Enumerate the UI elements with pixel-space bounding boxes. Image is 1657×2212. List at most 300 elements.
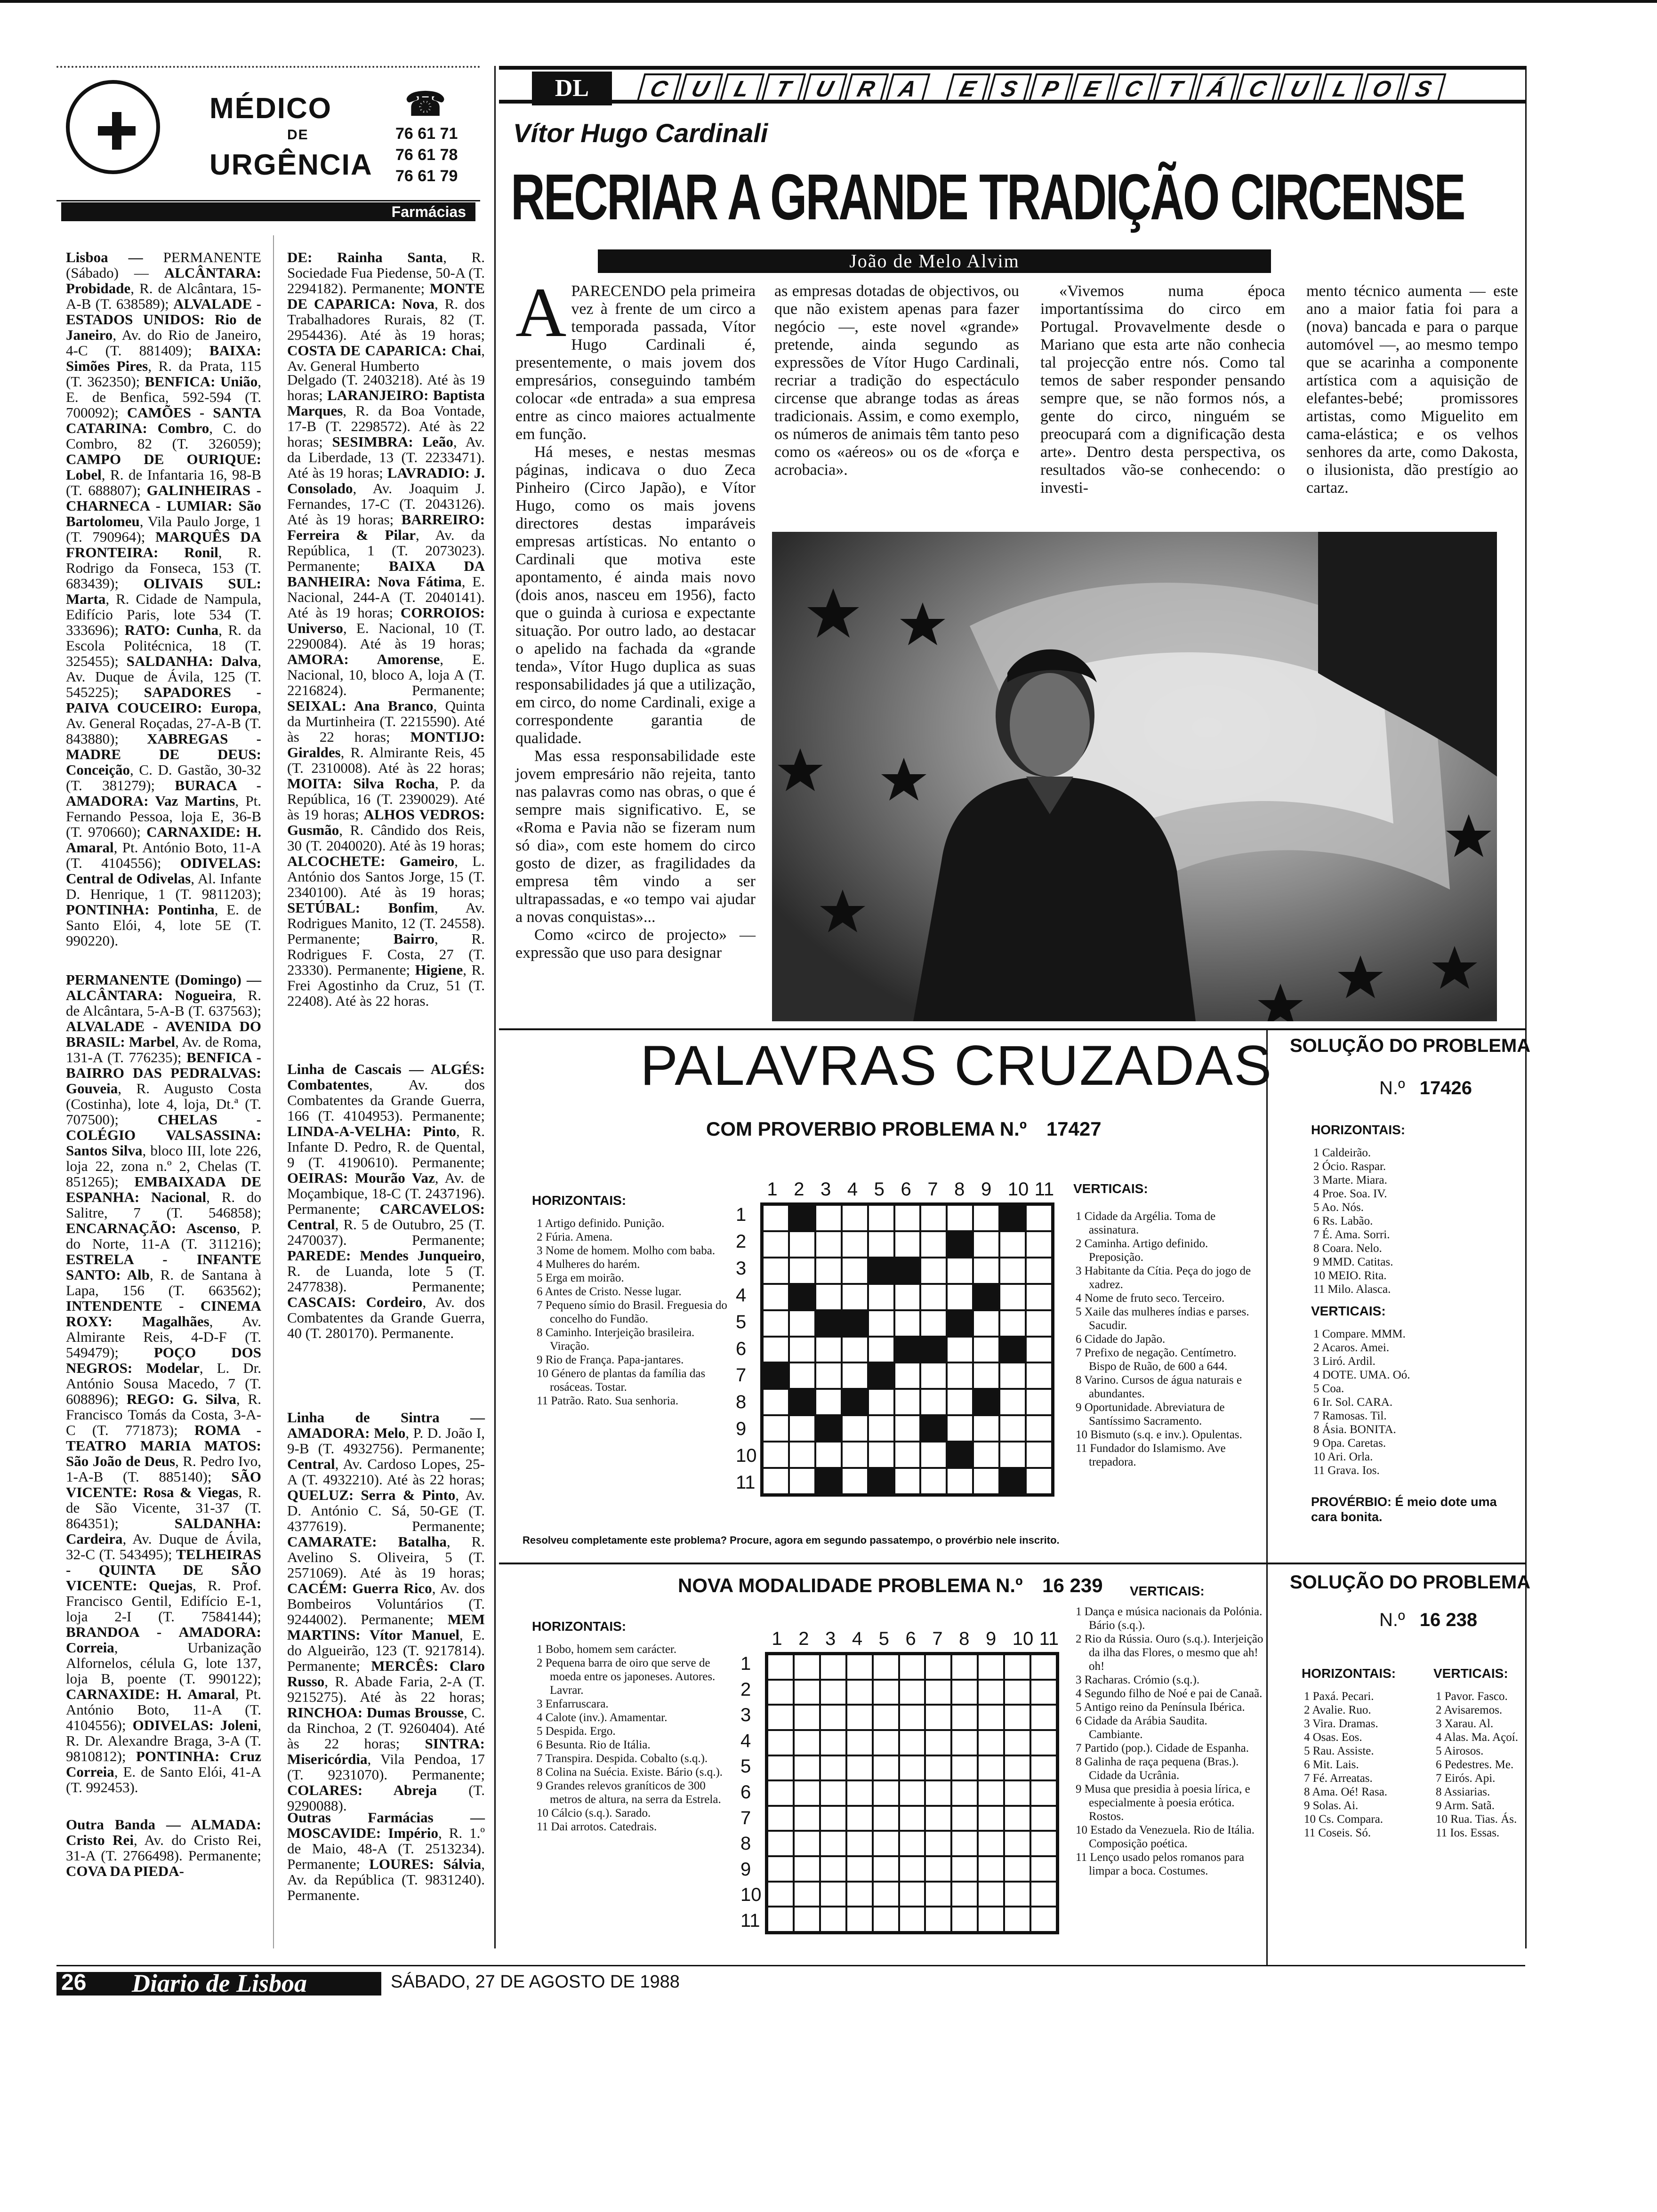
grid-cell[interactable] [763,1205,789,1231]
grid-cell[interactable] [999,1231,1026,1258]
grid-cell[interactable] [794,1755,820,1781]
grid-cell[interactable] [951,1755,978,1781]
phone-1: 76 61 71 [395,125,458,143]
grid-cell[interactable] [978,1831,1004,1856]
grid-cell[interactable] [873,1780,899,1806]
grid-cell[interactable] [820,1755,846,1781]
grid-cell[interactable] [951,1806,978,1831]
clue-item: 7 Ramosas. Til. [1313,1410,1387,1422]
grid-cell[interactable] [920,1205,947,1231]
grid-cell[interactable] [815,1389,842,1415]
grid-cell[interactable] [920,1284,947,1310]
grid-cell [947,1231,973,1258]
clue-item: 8 Caminho. Interjeição brasileira. Viração. [537,1326,695,1353]
grid-cell[interactable] [1026,1442,1052,1468]
grid-cell[interactable] [846,1730,873,1755]
crossword1-grid[interactable] [760,1202,1054,1497]
grid-cell[interactable] [789,1415,815,1442]
grid-cell[interactable] [951,1654,978,1680]
clue-item: 3 Enfarruscara. [537,1698,609,1710]
grid-cell[interactable] [920,1468,947,1494]
grid-cell[interactable] [999,1258,1026,1284]
grid-cell [815,1415,842,1442]
grid-cell[interactable] [767,1831,794,1856]
clue-item: 1 Dança e música nacionais da Polónia. Bário (s.q.). [1076,1605,1263,1632]
clue-item: 5 Despida. Ergo. [537,1725,616,1738]
grid-cell [868,1468,894,1494]
grid-cell[interactable] [1004,1907,1030,1932]
grid-cell[interactable] [973,1310,999,1337]
clue-item: 3 Habitante da Cítia. Peça do jogo de xadrez. [1076,1265,1251,1291]
grid-cell[interactable] [894,1442,921,1468]
clue-item: 9 Arm. Satã. [1436,1799,1495,1812]
clue-item: 3 Racharas. Crómio (s.q.). [1076,1674,1200,1686]
grid-cell[interactable] [846,1882,873,1907]
grid-cell[interactable] [763,1468,789,1494]
grid-cell[interactable] [789,1231,815,1258]
grid-cell[interactable] [899,1730,925,1755]
clue-item: 1 Artigo definido. Punição. [537,1217,665,1230]
clue-item: 6 Besunta. Rio de Itália. [537,1739,651,1751]
clue-item: 10 Cálcio (s.q.). Sarado. [537,1807,651,1819]
grid-cell[interactable] [1026,1389,1052,1415]
clue-item: 9 Oportunidade. Abreviatura de Santíssimo Sacramento. [1076,1401,1225,1427]
grid-cell[interactable] [947,1337,973,1363]
grid-cell[interactable] [951,1780,978,1806]
band-letter: T [760,73,806,104]
grid-cell[interactable] [951,1831,978,1856]
grid-cell[interactable] [846,1780,873,1806]
grid-cell[interactable] [794,1705,820,1730]
grid-cell[interactable] [899,1831,925,1856]
grid-cell[interactable] [789,1442,815,1468]
clue-item: 2 Rio da Rússia. Ouro (s.q.). Interjeição da ilha das Flores, o mesmo que ah! oh! [1076,1633,1263,1673]
grid-cell[interactable] [789,1468,815,1494]
grid-cell[interactable] [820,1705,846,1730]
grid-cell[interactable] [767,1780,794,1806]
grid-cell[interactable] [925,1907,951,1932]
grid-cell[interactable] [978,1730,1004,1755]
grid-cell[interactable] [1030,1907,1057,1932]
grid-cell[interactable] [846,1654,873,1680]
grid-cell[interactable] [947,1258,973,1284]
grid-cell[interactable] [763,1231,789,1258]
clue-item: 7 Partido (pop.). Cidade de Espanha. [1076,1742,1249,1755]
grid-cell[interactable] [1026,1205,1052,1231]
grid-cell[interactable] [1026,1468,1052,1494]
grid-cell[interactable] [794,1654,820,1680]
grid-cell[interactable] [899,1856,925,1882]
grid-cell[interactable] [947,1389,973,1415]
grid-cell[interactable] [846,1755,873,1781]
grid-cell[interactable] [873,1882,899,1907]
grid-cell[interactable] [873,1705,899,1730]
grid-cell[interactable] [767,1654,794,1680]
grid-cell[interactable] [999,1415,1026,1442]
grid-cell[interactable] [873,1654,899,1680]
solution2-number: 16 238 [1419,1610,1478,1630]
grid-cell[interactable] [873,1856,899,1882]
grid-cell[interactable] [873,1907,899,1932]
band-letter: Á [1193,73,1239,104]
grid-cell [815,1468,842,1494]
grid-cell[interactable] [973,1442,999,1468]
grid-cell[interactable] [1030,1680,1057,1705]
band-letter: E [1069,73,1115,104]
grid-cell[interactable] [868,1337,894,1363]
grid-cell[interactable] [846,1806,873,1831]
grid-cell[interactable] [842,1258,868,1284]
grid-cell[interactable] [894,1205,921,1231]
grid-col-number: 2 [794,1179,804,1200]
crossword-mid-rule [499,1563,1525,1564]
grid-cell[interactable] [794,1680,820,1705]
grid-cell[interactable] [842,1362,868,1389]
grid-cell[interactable] [925,1730,951,1755]
grid-cell[interactable] [973,1258,999,1284]
grid-cell[interactable] [899,1806,925,1831]
grid-cell[interactable] [925,1780,951,1806]
grid-cell[interactable] [978,1705,1004,1730]
grid-cell[interactable] [794,1831,820,1856]
clue-item: 10 Estado da Venezuela. Rio de Itália. Composição poética. [1076,1824,1255,1850]
grid-cell[interactable] [820,1831,846,1856]
grid-cell[interactable] [999,1389,1026,1415]
grid-cell[interactable] [899,1705,925,1730]
grid-cell[interactable] [1030,1654,1057,1680]
solution2-number-label: N.º [1379,1610,1405,1630]
grid-row-number: 6 [736,1338,747,1359]
farmacias-col2-mid: Delgado (T. 2403218). Até às 19 horas; LARANJEIRO: Baptista Marques, R. da Boa Vontade, 17-B (T. 2298572). Até às 22 horas; SESIMBRA: Leão, Av. da Liberdade, 13 (T. 2233471). Até às 19 horas; LAVRADIO: J. Consolado, Av. Joaquim J. Fernandes, 17-C (T. 2043126). Até às 19 horas; BARREIRO: Ferreira & Pilar, Av. da República, 1 (T. 2073023). Permanente; BAIXA DA BANHEIRA: Nova Fátima, E. Nacional, 244-A (T. 2040141). Até às 19 horas; CORROIOS: Universo, E. Nacional, 10 (T. 2290084). Até às 19 horas; AMORA: Amorense, E. Nacional, 10, bloco A, loja A (T. 2216824). Permanente; SEIXAL: Ana Branco, Quinta da Murtinheira (T. 2215590). Até às 22 horas; MONTIJO: Giraldes, R. Almirante Reis, 45 (T. 2310008). Até às 22 horas; MOITA: Silva Rocha, P. da República, 16 (T. 2390029). Até às 19 horas; ALHOS VEDROS: Gusmão, R. Cândido dos Reis, 30 (T. 2040020). Até às 19 horas; ALCOCHETE: Gameiro, L. António dos Santos Jorge, 15 (T. 2340100). Até às 19 horas; SETÚBAL: Bonfim, Av. Rodrigues Manito, 12 (T. 24558). Permanente; Bairro, R. Rodrigues F. Costa, 27 (T. 23330). Permanente; Higiene, R. Frei Agostinho da Cruz, 51 (T. 22408). Até às 22 horas. [287,371,485,1009]
grid-cell[interactable] [1004,1806,1030,1831]
grid-col-number: 4 [847,1179,858,1200]
clue-item: 10 Cs. Compara. [1304,1813,1384,1826]
grid-cell[interactable] [973,1205,999,1231]
grid-cell[interactable] [763,1415,789,1442]
grid-cell[interactable] [868,1442,894,1468]
grid-cell[interactable] [1030,1806,1057,1831]
crossword1-note: Resolveu completamente este problema? Procure, agora em segundo passatempo, o provérbio nele inscrito. [523,1534,1060,1546]
grid-cell[interactable] [868,1205,894,1231]
grid-cell[interactable] [820,1856,846,1882]
clue-item: 2 Avalie. Ruo. [1304,1704,1371,1716]
grid-cell[interactable] [846,1831,873,1856]
grid-cell[interactable] [973,1468,999,1494]
grid-cell[interactable] [925,1856,951,1882]
grid-cell[interactable] [767,1705,794,1730]
grid-cell[interactable] [1030,1882,1057,1907]
clue-item: 9 Grandes relevos graníticos de 300 metros de altura, na serra da Estrela. [537,1779,721,1806]
clue-item: 2 Ócio. Raspar. [1313,1160,1386,1173]
article-headline: RECRIAR A GRANDE TRADIÇÃO CIRCENSE [511,161,1464,233]
grid-cell[interactable] [999,1284,1026,1310]
grid-cell[interactable] [820,1654,846,1680]
grid-cell[interactable] [820,1680,846,1705]
grid-cell[interactable] [842,1284,868,1310]
grid-cell[interactable] [815,1205,842,1231]
grid-cell[interactable] [894,1389,921,1415]
clue-item: 5 Rau. Assiste. [1304,1745,1374,1757]
clue-item: 7 Fé. Arreatas. [1304,1772,1373,1785]
grid-cell[interactable] [842,1337,868,1363]
crossword-top-rule [499,1028,1525,1030]
grid-cell[interactable] [873,1730,899,1755]
grid-cell[interactable] [767,1755,794,1781]
grid-cell[interactable] [1026,1362,1052,1389]
grid-cell[interactable] [794,1856,820,1882]
grid-cell[interactable] [868,1310,894,1337]
grid-cell[interactable] [815,1231,842,1258]
crossword2-title-label: NOVA MODALIDADE PROBLEMA N.º [678,1574,1023,1596]
grid-cell[interactable] [925,1705,951,1730]
grid-cell[interactable] [1004,1856,1030,1882]
grid-cell[interactable] [920,1362,947,1389]
grid-cell[interactable] [794,1780,820,1806]
grid-cell[interactable] [846,1705,873,1730]
grid-cell[interactable] [1030,1780,1057,1806]
grid-cell[interactable] [1026,1310,1052,1337]
clue-item: 6 Cidade do Japão. [1076,1333,1166,1346]
grid-cell[interactable] [999,1442,1026,1468]
grid-cell[interactable] [978,1755,1004,1781]
clue-item: 6 Pedestres. Me. [1436,1758,1514,1771]
grid-cell[interactable] [951,1907,978,1932]
clue-item: 7 É. Ama. Sorri. [1313,1228,1390,1241]
grid-cell[interactable] [789,1362,815,1389]
grid-cell[interactable] [763,1337,789,1363]
grid-cell[interactable] [794,1882,820,1907]
grid-cell[interactable] [973,1337,999,1363]
grid-cell[interactable] [763,1389,789,1415]
grid-cell[interactable] [815,1258,842,1284]
grid-cell[interactable] [978,1680,1004,1705]
grid-cell[interactable] [1026,1231,1052,1258]
grid-cell[interactable] [820,1730,846,1755]
clue-item: 4 Nome de fruto seco. Terceiro. [1076,1292,1225,1305]
band-letter: T [1152,73,1198,104]
grid-cell[interactable] [794,1730,820,1755]
clue-item: 2 Caminha. Artigo definido. Preposição. [1076,1237,1208,1264]
clue-item: 5 Antigo reino da Península Ibérica. [1076,1701,1245,1714]
grid-cell[interactable] [973,1231,999,1258]
grid-cell[interactable] [920,1389,947,1415]
grid-cell[interactable] [846,1907,873,1932]
grid-row-number: 2 [740,1679,751,1700]
grid-row-number: 4 [740,1730,751,1751]
grid-cell[interactable] [767,1806,794,1831]
grid-cell[interactable] [868,1284,894,1310]
grid-cell[interactable] [951,1680,978,1705]
grid-cell[interactable] [763,1442,789,1468]
grid-cell[interactable] [973,1362,999,1389]
grid-cell[interactable] [899,1907,925,1932]
grid-cell[interactable] [1026,1337,1052,1363]
grid-cell[interactable] [920,1258,947,1284]
grid-cell[interactable] [846,1680,873,1705]
grid-cell[interactable] [1030,1856,1057,1882]
grid-cell[interactable] [920,1310,947,1337]
grid-cell[interactable] [947,1284,973,1310]
xw1-verticais-list [1076,1210,1262,1469]
grid-cell[interactable] [899,1680,925,1705]
grid-cell [842,1310,868,1337]
grid-cell[interactable] [842,1415,868,1442]
grid-cell[interactable] [978,1882,1004,1907]
grid-cell[interactable] [767,1856,794,1882]
grid-cell[interactable] [815,1284,842,1310]
grid-cell[interactable] [794,1907,820,1932]
clue-item: 11 Milo. Alasca. [1313,1283,1391,1296]
grid-cell[interactable] [1030,1730,1057,1755]
grid-cell[interactable] [815,1337,842,1363]
grid-cell[interactable] [920,1442,947,1468]
grid-cell[interactable] [999,1362,1026,1389]
grid-cell[interactable] [894,1231,921,1258]
grid-cell[interactable] [873,1831,899,1856]
grid-cell[interactable] [899,1755,925,1781]
grid-cell[interactable] [842,1442,868,1468]
grid-cell[interactable] [925,1806,951,1831]
grid-cell[interactable] [1004,1831,1030,1856]
grid-cell[interactable] [947,1205,973,1231]
clue-item: 5 Erga em moirão. [537,1272,624,1284]
article-col1-p2: Há meses, e nestas mesmas páginas, indicava o duo Zeca Pinheiro (Circo Japão), e Vítor Hugo, como os mais jovens directores destas imparáveis empresas artísticas. No entanto o Cardinali que motiva este apontamento, é ainda mais novo (dois anos, nasceu em 1956), facto que o guinda à curiosa e expectante situação. Por outro lado, ao destacar o apelido na fachada da «grande tenda», Vítor Hugo duplica as suas responsabilidades já que a utilização, em circo, do nome Cardinali, exige a correspondente garantia de qualidade. [515,443,756,747]
grid-cell[interactable] [763,1284,789,1310]
clue-item: 4 Proe. Soa. IV. [1313,1187,1387,1200]
grid-cell[interactable] [947,1415,973,1442]
crossword2-grid[interactable] [765,1652,1059,1934]
grid-cell[interactable] [951,1856,978,1882]
grid-cell[interactable] [978,1806,1004,1831]
grid-cell[interactable] [951,1705,978,1730]
grid-cell[interactable] [978,1856,1004,1882]
grid-cell[interactable] [815,1442,842,1468]
grid-cell[interactable] [1004,1654,1030,1680]
xw2-horizontais-label: HORIZONTAIS: [532,1619,627,1634]
grid-cell[interactable] [899,1882,925,1907]
grid-cell[interactable] [894,1284,921,1310]
grid-cell[interactable] [846,1856,873,1882]
grid-cell[interactable] [1030,1831,1057,1856]
solution1-number-label: N.º [1379,1078,1405,1098]
sol2-verticais-label: VERTICAIS: [1433,1666,1508,1681]
grid-cell[interactable] [873,1680,899,1705]
grid-cell[interactable] [842,1205,868,1231]
grid-cell[interactable] [842,1231,868,1258]
clue-item: 11 Lenço usado pelos romanos para limpar a boca. Costumes. [1076,1851,1244,1877]
grid-cell[interactable] [820,1882,846,1907]
grid-row-number: 7 [736,1365,747,1386]
grid-cell[interactable] [947,1362,973,1389]
solution1-proverbio [1311,1494,1499,1524]
grid-cell[interactable] [1004,1680,1030,1705]
band-letter: C [636,73,682,104]
grid-cell[interactable] [894,1310,921,1337]
grid-cell[interactable] [899,1654,925,1680]
clue-item: 2 Acaros. Amei. [1313,1341,1390,1354]
grid-cell[interactable] [951,1730,978,1755]
grid-cell[interactable] [842,1468,868,1494]
grid-cell[interactable] [868,1389,894,1415]
grid-cell[interactable] [978,1654,1004,1680]
grid-cell[interactable] [1004,1780,1030,1806]
grid-row-number: 11 [736,1472,756,1493]
grid-cell[interactable] [1026,1258,1052,1284]
band-letter: C [1235,73,1280,104]
grid-cell[interactable] [763,1310,789,1337]
grid-col-number: 8 [959,1628,970,1649]
grid-cell[interactable] [1004,1755,1030,1781]
grid-cell[interactable] [868,1231,894,1258]
grid-cell[interactable] [1026,1284,1052,1310]
grid-cell[interactable] [925,1680,951,1705]
grid-cell[interactable] [767,1882,794,1907]
grid-cell[interactable] [763,1258,789,1284]
grid-cell[interactable] [820,1806,846,1831]
grid-col-number: 2 [798,1628,809,1649]
proverbio-text: É meio dote uma cara bonita. [1311,1495,1497,1524]
grid-cell[interactable] [789,1337,815,1363]
grid-cell[interactable] [951,1882,978,1907]
grid-cell[interactable] [767,1730,794,1755]
grid-cell[interactable] [894,1362,921,1389]
band-letter: R [843,73,889,104]
grid-cell[interactable] [899,1780,925,1806]
crossword2-title [678,1574,1103,1597]
grid-cell[interactable] [820,1907,846,1932]
grid-cell[interactable] [925,1882,951,1907]
grid-cell[interactable] [1030,1705,1057,1730]
grid-cell[interactable] [789,1258,815,1284]
grid-cell[interactable] [999,1310,1026,1337]
grid-cell[interactable] [820,1780,846,1806]
grid-cell[interactable] [894,1415,921,1442]
grid-cell[interactable] [894,1468,921,1494]
grid-cell[interactable] [925,1755,951,1781]
grid-cell[interactable] [794,1806,820,1831]
grid-cell[interactable] [1026,1415,1052,1442]
clue-item: 4 Mulheres do harém. [537,1258,640,1271]
grid-cell[interactable] [767,1907,794,1932]
grid-cell[interactable] [873,1806,899,1831]
grid-cell[interactable] [925,1654,951,1680]
clue-item: 10 Ari. Orla. [1313,1451,1373,1463]
grid-cell[interactable] [789,1310,815,1337]
grid-cell[interactable] [767,1680,794,1705]
grid-col-number: 10 [1007,1179,1029,1200]
grid-cell[interactable] [868,1415,894,1442]
grid-cell[interactable] [815,1362,842,1389]
grid-row-number: 6 [740,1782,751,1803]
clue-item: 9 Solas. Ai. [1304,1799,1359,1812]
grid-cell[interactable] [1030,1755,1057,1781]
clue-item: 3 Nome de homem. Molho com baba. [537,1244,716,1257]
grid-cell[interactable] [973,1415,999,1442]
grid-cell[interactable] [978,1780,1004,1806]
grid-cell[interactable] [1004,1882,1030,1907]
grid-cell[interactable] [978,1907,1004,1932]
grid-cell[interactable] [1004,1730,1030,1755]
grid-cell[interactable] [920,1231,947,1258]
grid-row-number: 4 [736,1284,747,1306]
grid-cell[interactable] [947,1468,973,1494]
grid-cell[interactable] [1004,1705,1030,1730]
footer-date: SÁBADO, 27 DE AGOSTO DE 1988 [391,1972,680,1992]
grid-cell[interactable] [925,1831,951,1856]
grid-col-number: 10 [1012,1628,1034,1649]
grid-cell[interactable] [873,1755,899,1781]
grid-row-number: 9 [740,1859,751,1880]
